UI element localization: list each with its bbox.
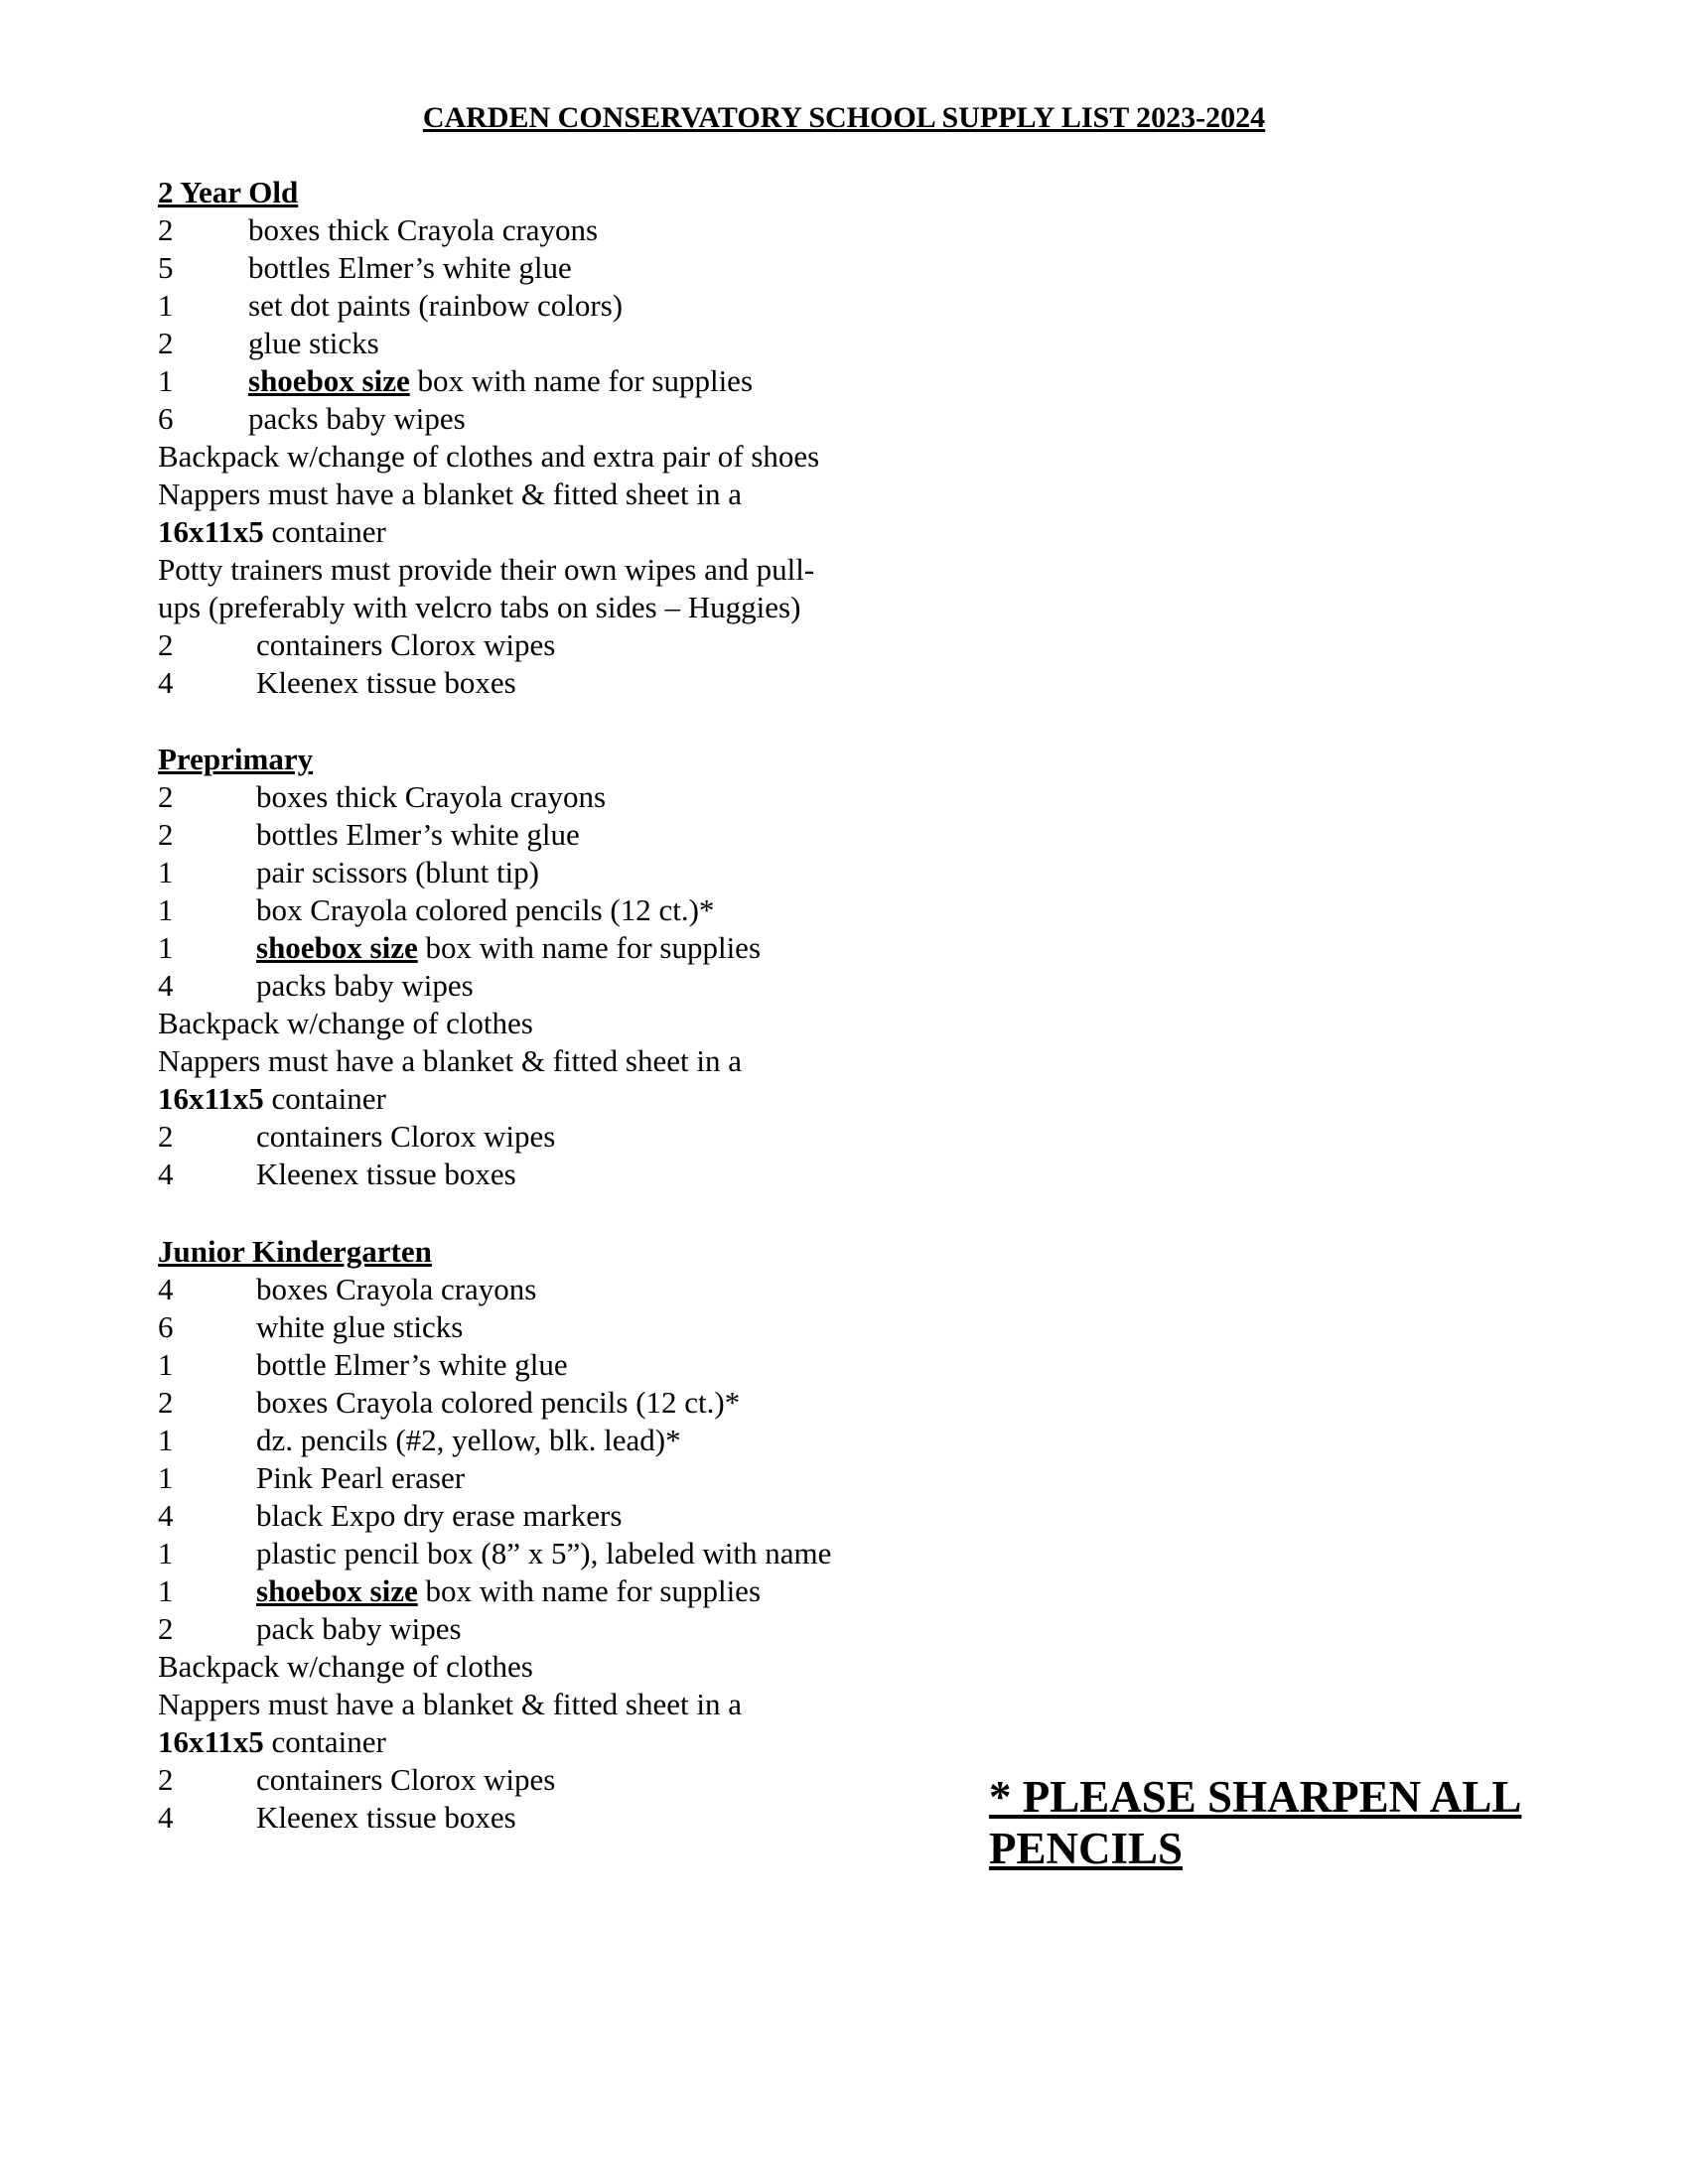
item-qty: 4 bbox=[158, 665, 174, 700]
sharpen-pencils-notice bbox=[989, 1771, 1624, 1874]
item-qty: 4 bbox=[158, 1498, 174, 1533]
potty-note-line: Potty trainers must provide their own wipes and pull- bbox=[158, 552, 815, 587]
item-text: pack baby wipes bbox=[256, 1611, 462, 1646]
list-item bbox=[158, 1271, 1012, 1308]
item-qty: 6 bbox=[158, 1309, 174, 1344]
item-text: Kleenex tissue boxes bbox=[256, 1157, 516, 1191]
nappers-size-line bbox=[158, 1723, 1012, 1761]
backpack-note: Backpack w/change of clothes and extra pair of shoes bbox=[158, 439, 820, 474]
item-text: glue sticks bbox=[248, 326, 379, 360]
item-text: packs baby wipes bbox=[256, 968, 474, 1003]
item-text: box Crayola colored pencils (12 ct.)* bbox=[256, 892, 715, 927]
notice-line: * PLEASE SHARPEN ALL bbox=[989, 1772, 1522, 1822]
item-text: pair scissors (blunt tip) bbox=[256, 855, 539, 889]
container-size: 16x11x5 bbox=[158, 1724, 264, 1759]
item-qty: 1 bbox=[158, 855, 174, 889]
nappers-size-line bbox=[158, 513, 1012, 551]
item-text: containers Clorox wipes bbox=[256, 1119, 556, 1154]
list-item bbox=[158, 249, 1012, 287]
list-item bbox=[158, 325, 1012, 362]
item-text: box with name for supplies bbox=[409, 363, 754, 398]
nappers-note: Nappers must have a blanket & fitted sheet in a bbox=[158, 1687, 742, 1721]
item-text: Kleenex tissue boxes bbox=[256, 1800, 516, 1835]
item-text: black Expo dry erase markers bbox=[256, 1498, 623, 1533]
item-qty: 1 bbox=[158, 1423, 174, 1457]
container-label: container bbox=[263, 514, 386, 549]
item-text: packs baby wipes bbox=[248, 401, 466, 436]
item-qty: 2 bbox=[158, 627, 174, 662]
item-emphasis: shoebox size bbox=[248, 363, 410, 398]
backpack-note: Backpack w/change of clothes bbox=[158, 1649, 533, 1684]
section-heading: 2 Year Old bbox=[158, 175, 299, 209]
item-text: bottles Elmer’s white glue bbox=[248, 250, 572, 285]
item-qty: 4 bbox=[158, 1800, 174, 1835]
item-qty: 2 bbox=[158, 1119, 174, 1154]
backpack-note: Backpack w/change of clothes bbox=[158, 1006, 533, 1040]
list-item bbox=[158, 362, 1012, 400]
potty-note-line: ups (preferably with velcro tabs on sides – Huggies) bbox=[158, 590, 801, 624]
container-label: container bbox=[263, 1081, 386, 1116]
item-text: box with name for supplies bbox=[417, 930, 762, 965]
list-item bbox=[158, 1497, 1012, 1535]
item-qty: 2 bbox=[158, 1762, 174, 1797]
list-item bbox=[158, 854, 1012, 891]
list-item bbox=[158, 929, 1012, 967]
item-qty: 2 bbox=[158, 817, 174, 852]
container-label: container bbox=[263, 1724, 386, 1759]
section-heading: Junior Kindergarten bbox=[158, 1234, 432, 1269]
item-qty: 1 bbox=[158, 288, 174, 323]
item-qty: 2 bbox=[158, 1611, 174, 1646]
list-item bbox=[158, 211, 1012, 249]
item-text: box with name for supplies bbox=[417, 1573, 762, 1608]
item-qty: 1 bbox=[158, 1573, 174, 1608]
item-text: bottles Elmer’s white glue bbox=[256, 817, 580, 852]
item-text: boxes Crayola crayons bbox=[256, 1272, 537, 1306]
item-emphasis: shoebox size bbox=[256, 1573, 418, 1608]
item-text: white glue sticks bbox=[256, 1309, 464, 1344]
item-text: containers Clorox wipes bbox=[256, 627, 556, 662]
list-item bbox=[158, 400, 1012, 438]
list-item bbox=[158, 1535, 1012, 1572]
item-qty: 1 bbox=[158, 1536, 174, 1570]
list-item bbox=[158, 816, 1012, 854]
item-qty: 2 bbox=[158, 1385, 174, 1420]
page-title: CARDEN CONSERVATORY SCHOOL SUPPLY LIST 2023-2024 bbox=[422, 101, 1266, 134]
item-text: set dot paints (rainbow colors) bbox=[248, 288, 624, 323]
list-item bbox=[158, 1384, 1012, 1422]
list-item bbox=[158, 891, 1012, 929]
item-qty: 4 bbox=[158, 968, 174, 1003]
item-qty: 1 bbox=[158, 1460, 174, 1495]
list-item bbox=[158, 1572, 1012, 1610]
item-text: boxes thick Crayola crayons bbox=[256, 779, 607, 814]
section-preprimary bbox=[158, 741, 1012, 1193]
item-qty: 1 bbox=[158, 930, 174, 965]
list-item bbox=[158, 1610, 1012, 1648]
item-qty: 1 bbox=[158, 1347, 174, 1382]
item-text: containers Clorox wipes bbox=[256, 1762, 556, 1797]
item-emphasis: shoebox size bbox=[256, 930, 418, 965]
list-item bbox=[158, 1799, 1012, 1837]
nappers-note: Nappers must have a blanket & fitted sheet in a bbox=[158, 1043, 742, 1078]
list-item bbox=[158, 1459, 1012, 1497]
item-qty: 2 bbox=[158, 326, 174, 360]
list-item bbox=[158, 1308, 1012, 1346]
container-size: 16x11x5 bbox=[158, 1081, 264, 1116]
item-qty: 5 bbox=[158, 250, 174, 285]
list-item bbox=[158, 1156, 1012, 1193]
list-item bbox=[158, 1118, 1012, 1156]
item-qty: 2 bbox=[158, 779, 174, 814]
item-text: dz. pencils (#2, yellow, blk. lead)* bbox=[256, 1423, 681, 1457]
item-qty: 1 bbox=[158, 892, 174, 927]
item-qty: 1 bbox=[158, 363, 174, 398]
list-item bbox=[158, 1761, 1012, 1799]
item-text: plastic pencil box (8” x 5”), labeled with name bbox=[256, 1536, 832, 1570]
item-qty: 4 bbox=[158, 1157, 174, 1191]
section-2-year-old bbox=[158, 174, 1012, 702]
item-text: Pink Pearl eraser bbox=[256, 1460, 466, 1495]
list-item bbox=[158, 1422, 1012, 1459]
list-item bbox=[158, 967, 1012, 1005]
list-item bbox=[158, 1346, 1012, 1384]
item-text: bottle Elmer’s white glue bbox=[256, 1347, 568, 1382]
item-qty: 6 bbox=[158, 401, 174, 436]
list-item bbox=[158, 778, 1012, 816]
list-item bbox=[158, 626, 1012, 664]
item-qty: 2 bbox=[158, 212, 174, 247]
nappers-size-line bbox=[158, 1080, 1012, 1118]
section-junior-kindergarten bbox=[158, 1233, 1012, 1837]
list-item bbox=[158, 664, 1012, 702]
section-heading: Preprimary bbox=[158, 742, 314, 776]
item-text: boxes thick Crayola crayons bbox=[248, 212, 599, 247]
nappers-note: Nappers must have a blanket & fitted sheet in a bbox=[158, 477, 742, 511]
list-item bbox=[158, 287, 1012, 325]
item-text: Kleenex tissue boxes bbox=[256, 665, 516, 700]
item-qty: 4 bbox=[158, 1272, 174, 1306]
notice-line: PENCILS bbox=[989, 1824, 1184, 1873]
item-text: boxes Crayola colored pencils (12 ct.)* bbox=[256, 1385, 741, 1420]
container-size: 16x11x5 bbox=[158, 514, 264, 549]
